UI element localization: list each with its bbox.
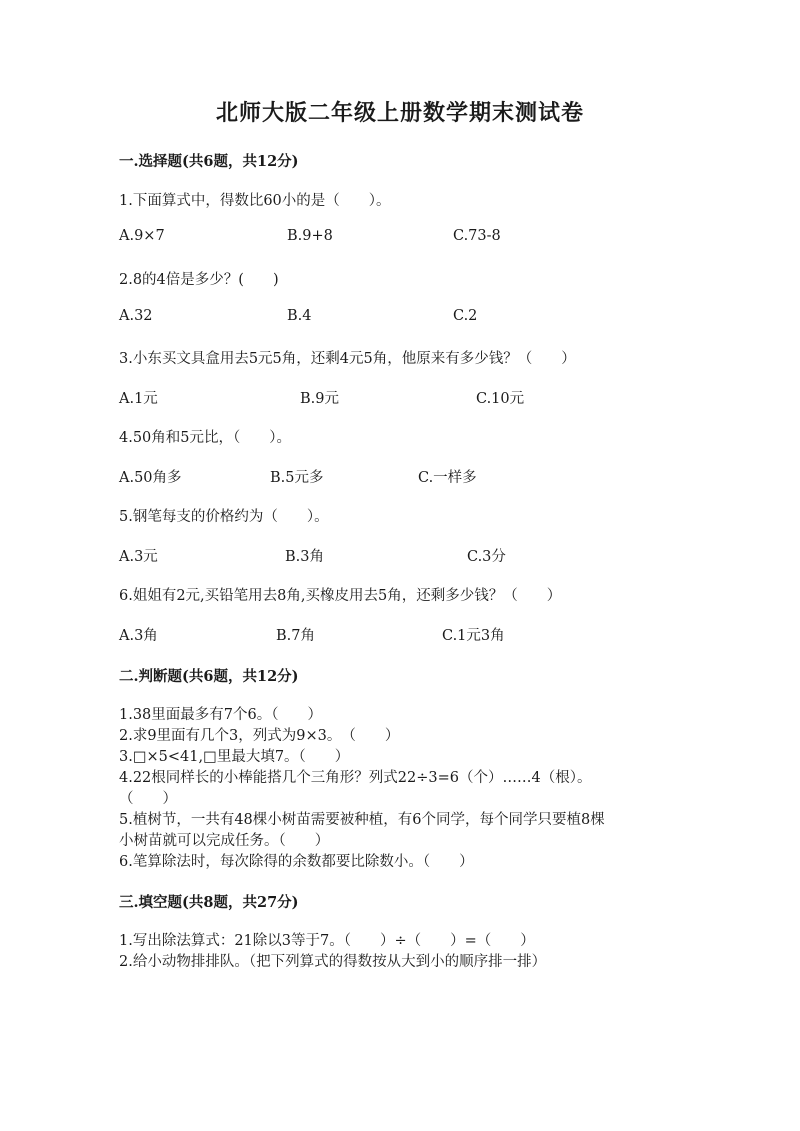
fill-line: 2.给小动物排排队。（把下列算式的得数按从大到小的顺序排一排） <box>119 954 547 970</box>
option-c: C.73-8 <box>453 228 501 244</box>
fill-line: 1.写出除法算式：21除以3等于7。（ ）÷（ ）=（ ） <box>119 933 535 949</box>
option-b: B.7角 <box>276 628 315 644</box>
question-text: 3.小东买文具盒用去5元5角，还剩4元5角，他原来有多少钱？（ ） <box>119 351 576 367</box>
question-text: 1.下面算式中，得数比60小的是（ ）。 <box>119 193 391 209</box>
judgment-line: 4.22根同样长的小棒能搭几个三角形？列式22÷3=6（个）……4（根）。 <box>119 770 592 786</box>
judgment-line: 1.38里面最多有7个6。（ ） <box>119 707 322 723</box>
option-a: A.1元 <box>119 391 158 407</box>
judgment-line: 小树苗就可以完成任务。（ ） <box>119 833 330 849</box>
option-c: C.3分 <box>467 549 506 565</box>
option-c: C.一样多 <box>418 470 477 486</box>
option-b: B.5元多 <box>270 470 324 486</box>
judgment-line: （ ） <box>119 791 177 807</box>
option-b: B.4 <box>287 308 312 324</box>
question-text: 5.钢笔每支的价格约为（ ）。 <box>119 509 329 525</box>
judgment-line: 3.□×5<41,□里最大填7。（ ） <box>119 749 350 765</box>
judgment-line: 6.笔算除法时，每次除得的余数都要比除数小。（ ） <box>119 854 474 870</box>
option-c: C.1元3角 <box>442 628 505 644</box>
option-c: C.2 <box>453 308 478 324</box>
option-c: C.10元 <box>476 391 525 407</box>
option-a: A.3角 <box>119 628 158 644</box>
option-a: A.9×7 <box>119 228 165 244</box>
option-b: B.3角 <box>285 549 324 565</box>
section-heading-choice: 一.选择题(共6题，共12分) <box>119 153 299 170</box>
judgment-line: 2.求9里面有几个3，列式为9×3。 （ ） <box>119 728 400 744</box>
question-text: 2.8的4倍是多少？( ) <box>119 272 279 288</box>
question-text: 6.姐姐有2元,买铅笔用去8角,买橡皮用去5角，还剩多少钱？（ ） <box>119 588 562 604</box>
judgment-line: 5.植树节，一共有48棵小树苗需要被种植，有6个同学，每个同学只要植8棵 <box>119 812 605 828</box>
page-title: 北师大版二年级上册数学期末测试卷 <box>215 100 584 126</box>
section-heading-judgment: 二.判断题(共6题，共12分) <box>119 668 299 685</box>
question-text: 4.50角和5元比，（ ）。 <box>119 430 292 446</box>
option-b: B.9元 <box>300 391 339 407</box>
option-a: A.32 <box>119 308 153 324</box>
option-b: B.9+8 <box>287 228 333 244</box>
option-a: A.50角多 <box>119 470 182 486</box>
option-a: A.3元 <box>119 549 158 565</box>
section-heading-fill: 三.填空题(共8题，共27分) <box>119 894 299 911</box>
